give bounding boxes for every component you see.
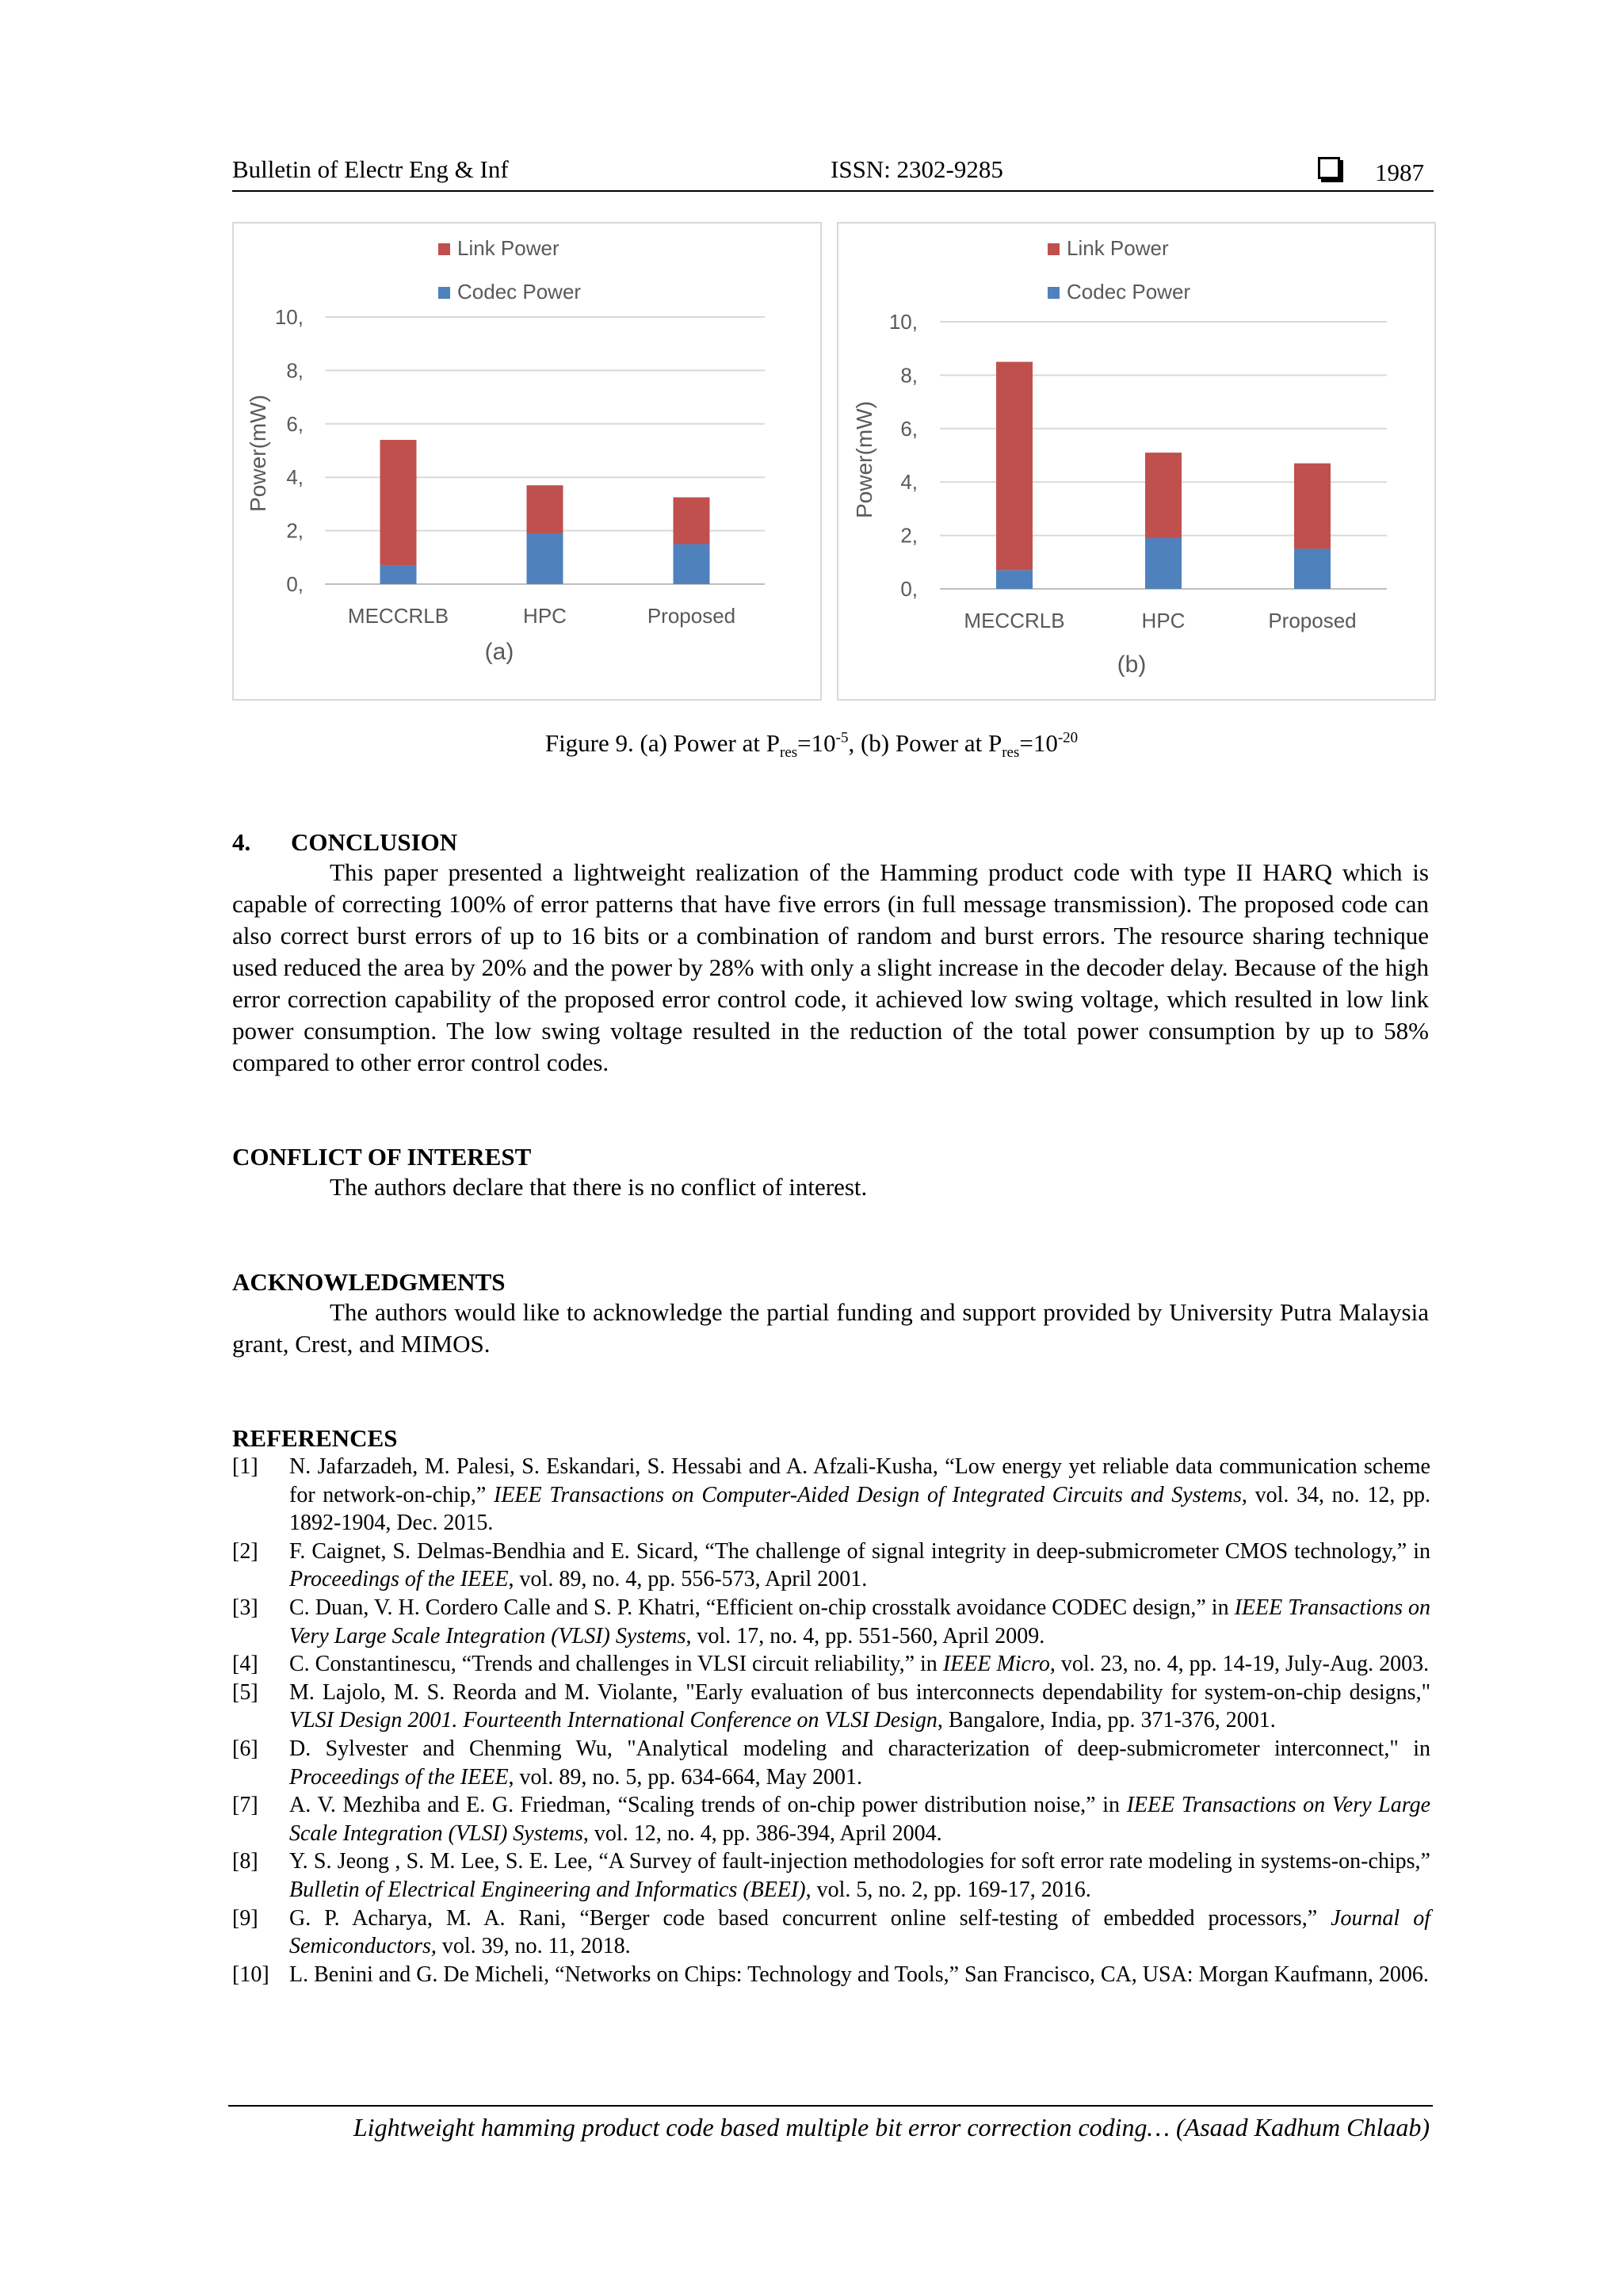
bar-segment <box>1145 453 1182 538</box>
reference-authors-title: C. Constantinescu, “Trends and challenges in VLSI circuit reliability,” in <box>289 1652 943 1677</box>
x-category-label: HPC <box>1141 609 1186 632</box>
legend-label: Link Power <box>1067 236 1169 260</box>
reference-item <box>232 1904 1430 1961</box>
y-tick-label: 0, <box>286 572 304 596</box>
reference-authors-title: F. Caignet, S. Delmas-Bendhia and E. Sicard, “The challenge of signal integrity in deep-submicrometer CMOS technology,” in <box>289 1538 1430 1564</box>
section-number: 4. <box>232 828 251 856</box>
y-tick-label: 0, <box>900 577 918 601</box>
conflict-paragraph: The authors declare that there is no conflict of interest. <box>330 1173 868 1201</box>
chart-a <box>234 223 820 699</box>
reference-text <box>289 1453 1430 1538</box>
panel-label: (a) <box>484 639 514 665</box>
caption-sub: res <box>1002 744 1020 762</box>
x-category-label: MECCRLB <box>347 604 449 628</box>
y-tick-label: 2, <box>286 518 304 543</box>
y-tick-label: 6, <box>286 411 304 436</box>
reference-item <box>232 1453 1430 1538</box>
x-category-label: Proposed <box>1268 609 1357 632</box>
journal-name: Bulletin of Electr Eng & Inf <box>232 155 509 183</box>
bar-segment <box>380 440 417 565</box>
legend-swatch <box>438 243 450 255</box>
y-tick-label: 4, <box>900 470 918 495</box>
caption-part: =10 <box>797 729 836 757</box>
reference-details: , Bangalore, India, pp. 371-376, 2001. <box>937 1708 1276 1733</box>
reference-number: [6] <box>232 1736 258 1761</box>
issn: ISSN: 2302-9285 <box>831 155 1003 183</box>
bar-segment <box>1294 548 1331 589</box>
bar-segment <box>674 544 710 584</box>
bar-segment <box>1145 538 1182 589</box>
ack-paragraph: The authors would like to acknowledge the partial funding and support provided by University Putra Malaysia grant, Crest, and MIMOS. <box>232 1298 1429 1358</box>
reference-venue: VLSI Design 2001. Fourteenth International Conference on VLSI Design <box>289 1708 938 1733</box>
bar-segment <box>996 570 1033 589</box>
reference-venue: Proceedings of the IEEE <box>289 1764 509 1790</box>
reference-number: [7] <box>232 1793 258 1818</box>
caption-part: Figure 9. (a) Power at P <box>544 729 780 757</box>
y-tick-label: 6, <box>900 416 918 441</box>
chart-b-panel <box>837 222 1436 701</box>
reference-details: , vol. 34, no. 12, pp. 1892-1904, Dec. 2015. <box>289 1482 1430 1536</box>
legend-label: Codec Power <box>1067 280 1191 304</box>
y-tick-label: 2, <box>900 523 918 548</box>
bar-segment <box>380 565 417 584</box>
reference-number: [9] <box>232 1905 258 1931</box>
running-footer: Lightweight hamming product code based multiple bit error correction coding… (Asaad Kadhum Chlaab) <box>353 2113 1430 2141</box>
reference-authors-title: N. Jafarzadeh, M. Palesi, S. Eskandari, S. Hessabi and A. Afzali-Kusha, “Low energy yet reliable data communication scheme for network-on-chip,” <box>289 1454 1430 1507</box>
reference-authors-title: Y. S. Jeong , S. M. Lee, S. E. Lee, “A Survey of fault-injection methodologies for soft error rate modeling in systems-on-chips,” <box>289 1849 1430 1874</box>
reference-details: vol. 39, no. 11, 2018. <box>436 1934 631 1959</box>
bar-segment <box>996 362 1033 571</box>
reference-number: [1] <box>232 1454 258 1479</box>
bar-segment <box>674 497 710 544</box>
reference-text <box>289 1847 1430 1904</box>
reference-text <box>289 1961 1430 1989</box>
legend-label: Codec Power <box>457 280 582 304</box>
reference-details: , vol. 17, no. 4, pp. 551-560, April 2009. <box>685 1623 1045 1648</box>
reference-authors-title: M. Lajolo, M. S. Reorda and M. Violante, "Early evaluation of bus interconnects dependability for system-on-chip designs," <box>289 1679 1430 1705</box>
reference-text <box>289 1538 1430 1594</box>
page-header <box>232 155 1434 192</box>
reference-venue: Bulletin of Electrical Engineering and Informatics (BEEI) <box>289 1877 806 1902</box>
figure-caption <box>0 729 1623 762</box>
reference-venue: IEEE Transactions on Very Large Scale Integration (VLSI) Systems <box>289 1595 1431 1648</box>
reference-number: [3] <box>232 1595 258 1620</box>
reference-venue: Journal of Semiconductors, <box>289 1905 1430 1959</box>
reference-details: , vol. 23, no. 4, pp. 14-19, July-Aug. 2003. <box>1049 1652 1430 1677</box>
reference-item <box>232 1538 1430 1594</box>
page-number: 1987 <box>1375 159 1424 186</box>
conclusion-paragraph: This paper presented a lightweight realization of the Hamming product code with type II HARQ which is capable of correcting 100% of error patterns that have five errors (in full message transmission). The proposed code can also correct burst errors of up to 16 bits or a combination of random and burst errors. The resource sharing technique used reduced the area by 20% and the power by 28% with only a slight increase in the decoder delay. Because of the high error correction capability of the proposed error control code, it achieved low swing voltage, which resulted in low link power consumption. The low swing voltage resulted in the reduction of the total power consumption by up to 58% compared to other error control codes. <box>232 858 1429 1076</box>
reference-details: , vol. 89, no. 5, pp. 634-664, May 2001. <box>508 1764 862 1790</box>
y-tick-label: 8, <box>900 363 918 388</box>
panel-label: (b) <box>1117 651 1147 678</box>
caption-part: , (b) Power at P <box>848 729 1002 757</box>
reference-number: [5] <box>232 1679 258 1705</box>
reference-item <box>232 1594 1430 1650</box>
x-category-label: MECCRLB <box>964 609 1065 632</box>
reference-venue: IEEE Transactions on Computer-Aided Design of Integrated Circuits and Systems <box>494 1482 1242 1507</box>
legend-label: Link Power <box>457 236 559 260</box>
y-axis-label: Power(mW) <box>246 395 270 512</box>
reference-venue: IEEE Micro <box>942 1652 1050 1677</box>
reference-text <box>289 1650 1430 1679</box>
reference-text <box>289 1679 1430 1735</box>
conflict-heading: CONFLICT OF INTEREST <box>232 1143 532 1171</box>
y-axis-label: Power(mW) <box>852 401 876 518</box>
reference-text <box>289 1594 1430 1650</box>
reference-list <box>232 1453 1430 1988</box>
chart-a-panel <box>232 222 822 701</box>
references-heading: REFERENCES <box>232 1424 398 1452</box>
caption-sub: res <box>780 744 798 762</box>
x-category-label: HPC <box>523 604 567 628</box>
reference-details: , vol. 89, no. 4, pp. 556-573, April 2001. <box>508 1567 868 1592</box>
footer-divider <box>228 2105 1433 2107</box>
y-tick-label: 4, <box>286 465 304 490</box>
reference-number: [8] <box>232 1849 258 1874</box>
y-tick-label: 8, <box>286 358 304 383</box>
caption-sup: -5 <box>835 729 849 747</box>
reference-authors-title: D. Sylvester and Chenming Wu, "Analytical modeling and characterization of deep-submicrometer interconnect," in <box>289 1736 1430 1761</box>
reference-item <box>232 1679 1430 1735</box>
reference-authors-title: L. Benini and G. De Micheli, “Networks on Chips: Technology and Tools,” San Francisco, CA, USA: Morgan Kaufmann, 2006. <box>289 1962 1429 1987</box>
reference-authors-title: A. V. Mezhiba and E. G. Friedman, “Scaling trends of on-chip power distribution noise,” in <box>289 1793 1127 1818</box>
reference-text <box>289 1791 1430 1847</box>
reference-item <box>232 1961 1430 1989</box>
caption-part: =10 <box>1019 729 1058 757</box>
bar-segment <box>527 533 563 584</box>
reference-venue: Proceedings of the IEEE <box>289 1567 509 1592</box>
reference-authors-title: G. P. Acharya, M. A. Rani, “Berger code based concurrent online self-testing of embedded processors,” <box>289 1905 1331 1931</box>
reference-text <box>289 1904 1430 1961</box>
bar-segment <box>527 485 563 533</box>
chart-b <box>838 223 1434 699</box>
reference-number: [4] <box>232 1652 258 1677</box>
reference-item <box>232 1847 1430 1904</box>
legend-swatch <box>1048 243 1060 255</box>
reference-item <box>232 1735 1430 1791</box>
reference-item <box>232 1791 1430 1847</box>
reference-number: [10] <box>232 1962 269 1987</box>
reference-venue: IEEE Transactions on Very Large Scale Integration (VLSI) Systems <box>289 1793 1430 1846</box>
y-tick-label: 10, <box>888 310 918 334</box>
reference-authors-title: C. Duan, V. H. Cordero Calle and S. P. Khatri, “Efficient on-chip crosstalk avoidance CODEC design,” in <box>289 1595 1235 1620</box>
reference-item <box>232 1650 1430 1679</box>
reference-details: , vol. 5, no. 2, pp. 169-17, 2016. <box>805 1877 1091 1902</box>
reference-details: , vol. 12, no. 4, pp. 386-394, April 2004. <box>582 1820 942 1846</box>
section-title: CONCLUSION <box>291 828 458 856</box>
section-heading <box>232 828 457 857</box>
ack-heading: ACKNOWLEDGMENTS <box>232 1268 506 1296</box>
caption-sup: -20 <box>1057 729 1079 747</box>
legend-swatch <box>438 287 450 299</box>
checkbox-square-icon <box>1318 157 1340 179</box>
reference-number: [2] <box>232 1538 258 1564</box>
legend-swatch <box>1048 287 1060 299</box>
y-tick-label: 10, <box>274 305 304 329</box>
x-category-label: Proposed <box>647 604 736 628</box>
bar-segment <box>1294 464 1331 549</box>
reference-text <box>289 1735 1430 1791</box>
